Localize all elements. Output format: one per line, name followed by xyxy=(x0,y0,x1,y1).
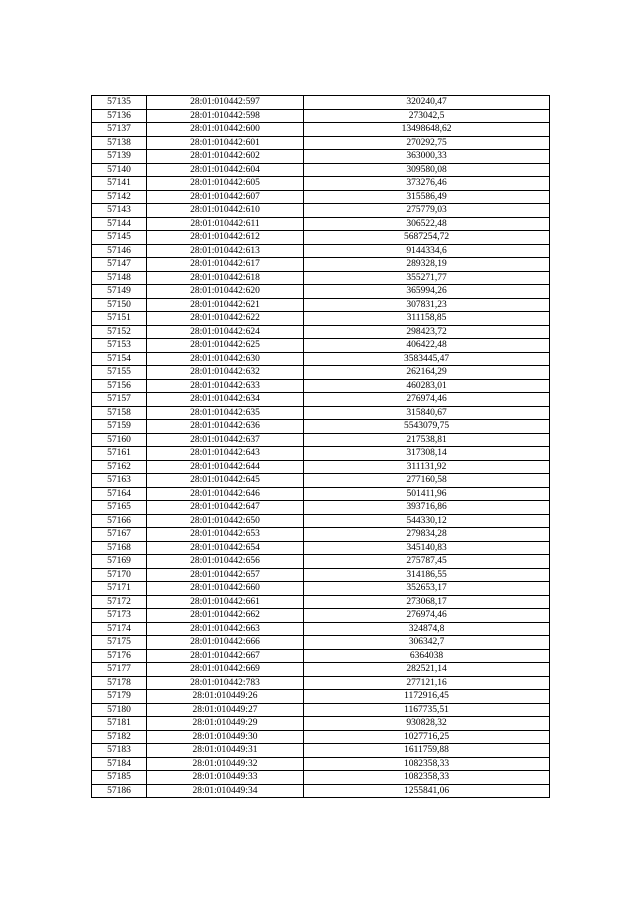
cadastral-number-cell: 28:01:010442:610 xyxy=(147,204,304,218)
table-row xyxy=(92,244,550,258)
table-row xyxy=(92,406,550,420)
table-row xyxy=(92,447,550,461)
row-number-cell: 57150 xyxy=(92,298,147,312)
table-row xyxy=(92,703,550,717)
table-row xyxy=(92,757,550,771)
cadastral-value-cell: 273042,5 xyxy=(304,109,550,123)
row-number-cell: 57182 xyxy=(92,730,147,744)
cadastral-value-cell: 1027716,25 xyxy=(304,730,550,744)
table-row xyxy=(92,96,550,110)
row-number-cell: 57163 xyxy=(92,474,147,488)
row-number-cell: 57166 xyxy=(92,514,147,528)
cadastral-number-cell: 28:01:010442:604 xyxy=(147,163,304,177)
cadastral-number-cell: 28:01:010449:26 xyxy=(147,690,304,704)
row-number-cell: 57176 xyxy=(92,649,147,663)
row-number-cell: 57157 xyxy=(92,393,147,407)
cadastral-value-cell: 282521,14 xyxy=(304,663,550,677)
cadastral-value-cell: 275779,03 xyxy=(304,204,550,218)
cadastral-value-cell: 1082358,33 xyxy=(304,771,550,785)
cadastral-number-cell: 28:01:010442:612 xyxy=(147,231,304,245)
table-row xyxy=(92,771,550,785)
cadastral-number-cell: 28:01:010442:601 xyxy=(147,136,304,150)
table-row xyxy=(92,325,550,339)
row-number-cell: 57167 xyxy=(92,528,147,542)
table-row xyxy=(92,555,550,569)
table-row xyxy=(92,717,550,731)
table-row xyxy=(92,123,550,137)
cadastral-value-cell: 276974,46 xyxy=(304,609,550,623)
cadastral-number-cell: 28:01:010442:600 xyxy=(147,123,304,137)
row-number-cell: 57137 xyxy=(92,123,147,137)
row-number-cell: 57156 xyxy=(92,379,147,393)
cadastral-number-cell: 28:01:010449:27 xyxy=(147,703,304,717)
cadastral-value-cell: 5687254,72 xyxy=(304,231,550,245)
table-row xyxy=(92,352,550,366)
cadastral-value-cell: 317308,14 xyxy=(304,447,550,461)
table-row xyxy=(92,541,550,555)
table-row xyxy=(92,474,550,488)
row-number-cell: 57148 xyxy=(92,271,147,285)
cadastral-number-cell: 28:01:010449:32 xyxy=(147,757,304,771)
cadastral-number-cell: 28:01:010449:33 xyxy=(147,771,304,785)
row-number-cell: 57138 xyxy=(92,136,147,150)
row-number-cell: 57174 xyxy=(92,622,147,636)
row-number-cell: 57136 xyxy=(92,109,147,123)
table-row xyxy=(92,217,550,231)
cadastral-number-cell: 28:01:010442:620 xyxy=(147,285,304,299)
cadastral-value-cell: 365994,26 xyxy=(304,285,550,299)
table-row xyxy=(92,420,550,434)
row-number-cell: 57143 xyxy=(92,204,147,218)
cadastral-number-cell: 28:01:010442:602 xyxy=(147,150,304,164)
cadastral-value-table xyxy=(91,95,550,798)
cadastral-number-cell: 28:01:010442:632 xyxy=(147,366,304,380)
cadastral-number-cell: 28:01:010442:624 xyxy=(147,325,304,339)
table-row xyxy=(92,393,550,407)
cadastral-number-cell: 28:01:010449:29 xyxy=(147,717,304,731)
table-row xyxy=(92,487,550,501)
table-row xyxy=(92,204,550,218)
cadastral-value-cell: 217538,81 xyxy=(304,433,550,447)
table-row xyxy=(92,285,550,299)
cadastral-number-cell: 28:01:010442:646 xyxy=(147,487,304,501)
cadastral-value-cell: 273068,17 xyxy=(304,595,550,609)
row-number-cell: 57142 xyxy=(92,190,147,204)
cadastral-number-cell: 28:01:010442:635 xyxy=(147,406,304,420)
cadastral-value-cell: 306342,7 xyxy=(304,636,550,650)
row-number-cell: 57154 xyxy=(92,352,147,366)
table-row xyxy=(92,528,550,542)
row-number-cell: 57171 xyxy=(92,582,147,596)
row-number-cell: 57147 xyxy=(92,258,147,272)
table-row xyxy=(92,460,550,474)
row-number-cell: 57183 xyxy=(92,744,147,758)
row-number-cell: 57186 xyxy=(92,784,147,798)
cadastral-number-cell: 28:01:010442:662 xyxy=(147,609,304,623)
cadastral-number-cell: 28:01:010442:645 xyxy=(147,474,304,488)
table-row xyxy=(92,636,550,650)
table-row xyxy=(92,649,550,663)
cadastral-value-cell: 406422,48 xyxy=(304,339,550,353)
table-row xyxy=(92,622,550,636)
cadastral-value-cell: 345140,83 xyxy=(304,541,550,555)
cadastral-value-cell: 311131,92 xyxy=(304,460,550,474)
table-row xyxy=(92,514,550,528)
table-row xyxy=(92,690,550,704)
table-row xyxy=(92,595,550,609)
table-row xyxy=(92,190,550,204)
cadastral-number-cell: 28:01:010442:666 xyxy=(147,636,304,650)
table-row xyxy=(92,609,550,623)
table-row xyxy=(92,744,550,758)
row-number-cell: 57135 xyxy=(92,96,147,110)
table-body xyxy=(92,96,550,798)
cadastral-value-cell: 373276,46 xyxy=(304,177,550,191)
cadastral-number-cell: 28:01:010442:656 xyxy=(147,555,304,569)
cadastral-number-cell: 28:01:010442:597 xyxy=(147,96,304,110)
table-row xyxy=(92,501,550,515)
cadastral-number-cell: 28:01:010442:625 xyxy=(147,339,304,353)
row-number-cell: 57139 xyxy=(92,150,147,164)
cadastral-value-cell: 3583445,47 xyxy=(304,352,550,366)
cadastral-value-cell: 275787,45 xyxy=(304,555,550,569)
table-row xyxy=(92,150,550,164)
cadastral-number-cell: 28:01:010442:636 xyxy=(147,420,304,434)
cadastral-number-cell: 28:01:010442:667 xyxy=(147,649,304,663)
cadastral-number-cell: 28:01:010442:653 xyxy=(147,528,304,542)
table-row xyxy=(92,298,550,312)
cadastral-value-cell: 320240,47 xyxy=(304,96,550,110)
cadastral-value-cell: 1167735,51 xyxy=(304,703,550,717)
row-number-cell: 57185 xyxy=(92,771,147,785)
row-number-cell: 57173 xyxy=(92,609,147,623)
row-number-cell: 57145 xyxy=(92,231,147,245)
cadastral-number-cell: 28:01:010442:650 xyxy=(147,514,304,528)
cadastral-number-cell: 28:01:010442:660 xyxy=(147,582,304,596)
table-row xyxy=(92,231,550,245)
cadastral-number-cell: 28:01:010442:647 xyxy=(147,501,304,515)
cadastral-value-cell: 544330,12 xyxy=(304,514,550,528)
cadastral-value-cell: 1172916,45 xyxy=(304,690,550,704)
cadastral-number-cell: 28:01:010442:669 xyxy=(147,663,304,677)
row-number-cell: 57168 xyxy=(92,541,147,555)
cadastral-number-cell: 28:01:010442:663 xyxy=(147,622,304,636)
row-number-cell: 57170 xyxy=(92,568,147,582)
cadastral-value-cell: 306522,48 xyxy=(304,217,550,231)
row-number-cell: 57177 xyxy=(92,663,147,677)
row-number-cell: 57164 xyxy=(92,487,147,501)
table-row xyxy=(92,339,550,353)
row-number-cell: 57178 xyxy=(92,676,147,690)
cadastral-number-cell: 28:01:010442:661 xyxy=(147,595,304,609)
cadastral-number-cell: 28:01:010442:611 xyxy=(147,217,304,231)
row-number-cell: 57162 xyxy=(92,460,147,474)
table-row xyxy=(92,582,550,596)
cadastral-value-cell: 262164,29 xyxy=(304,366,550,380)
cadastral-value-cell: 315840,67 xyxy=(304,406,550,420)
cadastral-value-cell: 309580,08 xyxy=(304,163,550,177)
row-number-cell: 57179 xyxy=(92,690,147,704)
cadastral-number-cell: 28:01:010442:630 xyxy=(147,352,304,366)
cadastral-value-cell: 276974,46 xyxy=(304,393,550,407)
table-row xyxy=(92,271,550,285)
row-number-cell: 57161 xyxy=(92,447,147,461)
row-number-cell: 57160 xyxy=(92,433,147,447)
row-number-cell: 57172 xyxy=(92,595,147,609)
row-number-cell: 57144 xyxy=(92,217,147,231)
table-row xyxy=(92,163,550,177)
cadastral-value-cell: 298423,72 xyxy=(304,325,550,339)
cadastral-number-cell: 28:01:010442:654 xyxy=(147,541,304,555)
row-number-cell: 57151 xyxy=(92,312,147,326)
cadastral-value-cell: 6364038 xyxy=(304,649,550,663)
table-row xyxy=(92,663,550,677)
cadastral-value-cell: 460283,01 xyxy=(304,379,550,393)
cadastral-number-cell: 28:01:010442:633 xyxy=(147,379,304,393)
row-number-cell: 57181 xyxy=(92,717,147,731)
row-number-cell: 57152 xyxy=(92,325,147,339)
cadastral-value-cell: 393716,86 xyxy=(304,501,550,515)
cadastral-value-cell: 311158,85 xyxy=(304,312,550,326)
cadastral-value-cell: 13498648,62 xyxy=(304,123,550,137)
cadastral-number-cell: 28:01:010442:783 xyxy=(147,676,304,690)
cadastral-value-cell: 324874,8 xyxy=(304,622,550,636)
row-number-cell: 57141 xyxy=(92,177,147,191)
cadastral-value-cell: 307831,23 xyxy=(304,298,550,312)
cadastral-number-cell: 28:01:010442:621 xyxy=(147,298,304,312)
row-number-cell: 57169 xyxy=(92,555,147,569)
table-row xyxy=(92,109,550,123)
cadastral-value-cell: 279834,28 xyxy=(304,528,550,542)
row-number-cell: 57149 xyxy=(92,285,147,299)
cadastral-number-cell: 28:01:010442:607 xyxy=(147,190,304,204)
table-row xyxy=(92,312,550,326)
cadastral-number-cell: 28:01:010442:637 xyxy=(147,433,304,447)
cadastral-number-cell: 28:01:010442:622 xyxy=(147,312,304,326)
cadastral-value-cell: 363000,33 xyxy=(304,150,550,164)
cadastral-number-cell: 28:01:010442:605 xyxy=(147,177,304,191)
row-number-cell: 57155 xyxy=(92,366,147,380)
table-row xyxy=(92,379,550,393)
cadastral-value-cell: 277121,16 xyxy=(304,676,550,690)
cadastral-number-cell: 28:01:010442:598 xyxy=(147,109,304,123)
table-row xyxy=(92,784,550,798)
row-number-cell: 57184 xyxy=(92,757,147,771)
table-row xyxy=(92,676,550,690)
cadastral-value-cell: 1255841,06 xyxy=(304,784,550,798)
cadastral-number-cell: 28:01:010442:618 xyxy=(147,271,304,285)
cadastral-number-cell: 28:01:010442:613 xyxy=(147,244,304,258)
row-number-cell: 57159 xyxy=(92,420,147,434)
table-row xyxy=(92,730,550,744)
table-row xyxy=(92,433,550,447)
cadastral-value-cell: 314186,55 xyxy=(304,568,550,582)
cadastral-value-cell: 9144334,6 xyxy=(304,244,550,258)
row-number-cell: 57146 xyxy=(92,244,147,258)
table-row xyxy=(92,258,550,272)
cadastral-number-cell: 28:01:010442:657 xyxy=(147,568,304,582)
cadastral-number-cell: 28:01:010449:31 xyxy=(147,744,304,758)
cadastral-value-cell: 5543079,75 xyxy=(304,420,550,434)
row-number-cell: 57140 xyxy=(92,163,147,177)
cadastral-number-cell: 28:01:010442:644 xyxy=(147,460,304,474)
table-row xyxy=(92,177,550,191)
cadastral-value-cell: 289328,19 xyxy=(304,258,550,272)
table-row xyxy=(92,136,550,150)
cadastral-value-cell: 501411,96 xyxy=(304,487,550,501)
table-row xyxy=(92,568,550,582)
cadastral-value-cell: 355271,77 xyxy=(304,271,550,285)
cadastral-value-cell: 1611759,88 xyxy=(304,744,550,758)
cadastral-number-cell: 28:01:010442:643 xyxy=(147,447,304,461)
cadastral-value-cell: 1082358,33 xyxy=(304,757,550,771)
cadastral-value-cell: 277160,58 xyxy=(304,474,550,488)
cadastral-value-cell: 270292,75 xyxy=(304,136,550,150)
cadastral-number-cell: 28:01:010449:30 xyxy=(147,730,304,744)
cadastral-value-cell: 930828,32 xyxy=(304,717,550,731)
row-number-cell: 57158 xyxy=(92,406,147,420)
cadastral-number-cell: 28:01:010449:34 xyxy=(147,784,304,798)
cadastral-number-cell: 28:01:010442:634 xyxy=(147,393,304,407)
row-number-cell: 57180 xyxy=(92,703,147,717)
row-number-cell: 57165 xyxy=(92,501,147,515)
cadastral-number-cell: 28:01:010442:617 xyxy=(147,258,304,272)
row-number-cell: 57153 xyxy=(92,339,147,353)
table-row xyxy=(92,366,550,380)
cadastral-value-cell: 352653,17 xyxy=(304,582,550,596)
row-number-cell: 57175 xyxy=(92,636,147,650)
cadastral-value-cell: 315586,49 xyxy=(304,190,550,204)
